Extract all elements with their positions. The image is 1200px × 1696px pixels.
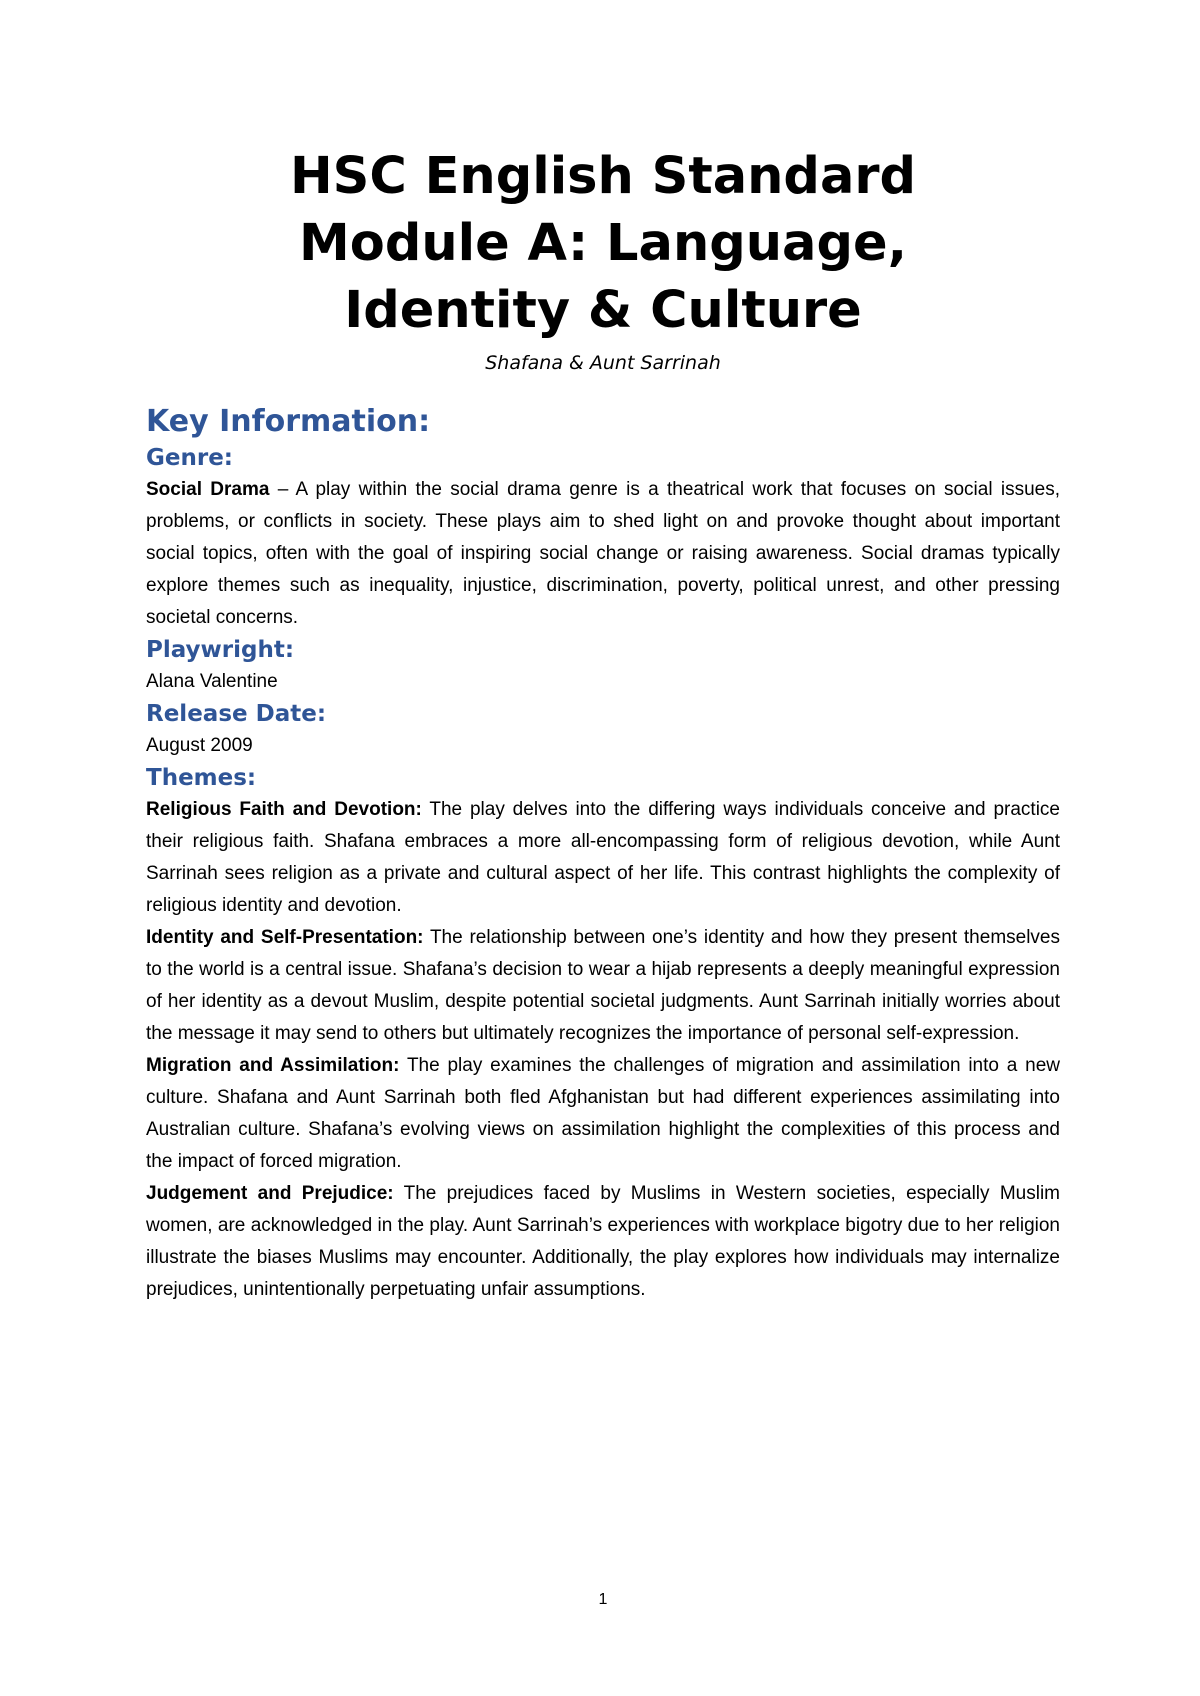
document-subtitle: Shafana & Aunt Sarrinah xyxy=(485,352,721,374)
theme-term: Identity and Self-Presentation: xyxy=(146,927,424,948)
key-information-section xyxy=(146,402,1060,1306)
theme-text: The play delves into the differing ways individuals conceive and practice their religious faith. Shafana embraces a more all-encompassing form of religious devotion, while Aunt Sarrinah sees religion as a private and cultural aspect of her life. This contrast highlights the complexity of religious identity and devotion. xyxy=(146,799,1060,916)
theme-term: Judgement and Prejudice: xyxy=(146,1183,394,1204)
theme-paragraph xyxy=(146,1178,1060,1306)
theme-paragraph xyxy=(146,794,1060,922)
release-date-value: August 2009 xyxy=(146,735,253,756)
themes-heading: Themes: xyxy=(146,765,257,791)
theme-term: Migration and Assimilation: xyxy=(146,1055,400,1076)
genre-text: – A play within the social drama genre is a theatrical work that focuses on social issues, problems, or conflicts in society. These plays aim to shed light on and provoke thought about important social topics, often with the goal of inspiring social change or raising awareness. Social dramas typically explore themes such as inequality, injustice, discrimination, poverty, political unrest, and other pressing societal concerns. xyxy=(146,479,1060,628)
theme-term: Religious Faith and Devotion: xyxy=(146,799,422,820)
title-block xyxy=(146,143,1060,376)
document-title-line-1: HSC English Standard xyxy=(289,147,917,206)
playwright-value: Alana Valentine xyxy=(146,671,278,692)
theme-text: The relationship between one’s identity and how they present themselves to the world is a central issue. Shafana’s decision to wear a hijab represents a deeply meaningful expression of her identity as a devout Muslim, despite potential societal judgments. Aunt Sarrinah initially worries about the message it may send to others but ultimately recognizes the importance of personal self-expression. xyxy=(146,927,1060,1044)
genre-term: Social Drama xyxy=(146,479,270,500)
document-title-line-2: Module A: Language, xyxy=(299,214,907,273)
document-page xyxy=(146,0,1060,1696)
page-number: 1 xyxy=(598,1591,608,1608)
theme-text: The play examines the challenges of migration and assimilation into a new culture. Shafana and Aunt Sarrinah both fled Afghanistan but had different experiences assimilating into Australian culture. Shafana’s evolving views on assimilation highlight the complexities of this process and the impact of forced migration. xyxy=(146,1055,1060,1172)
release-date-heading: Release Date: xyxy=(146,701,327,727)
theme-paragraph xyxy=(146,1050,1060,1178)
theme-paragraph xyxy=(146,922,1060,1050)
playwright-heading: Playwright: xyxy=(146,637,295,663)
key-information-heading: Key Information: xyxy=(146,404,431,439)
genre-heading: Genre: xyxy=(146,445,233,471)
themes-list xyxy=(146,794,1060,1306)
document-title-line-3: Identity & Culture xyxy=(344,281,862,340)
theme-text: The prejudices faced by Muslims in Western societies, especially Muslim women, are acknowledged in the play. Aunt Sarrinah’s experiences with workplace bigotry due to her religion illustrate the biases Muslims may encounter. Additionally, the play explores how individuals may internalize prejudices, unintentionally perpetuating unfair assumptions. xyxy=(146,1183,1060,1300)
genre-paragraph xyxy=(146,474,1060,634)
